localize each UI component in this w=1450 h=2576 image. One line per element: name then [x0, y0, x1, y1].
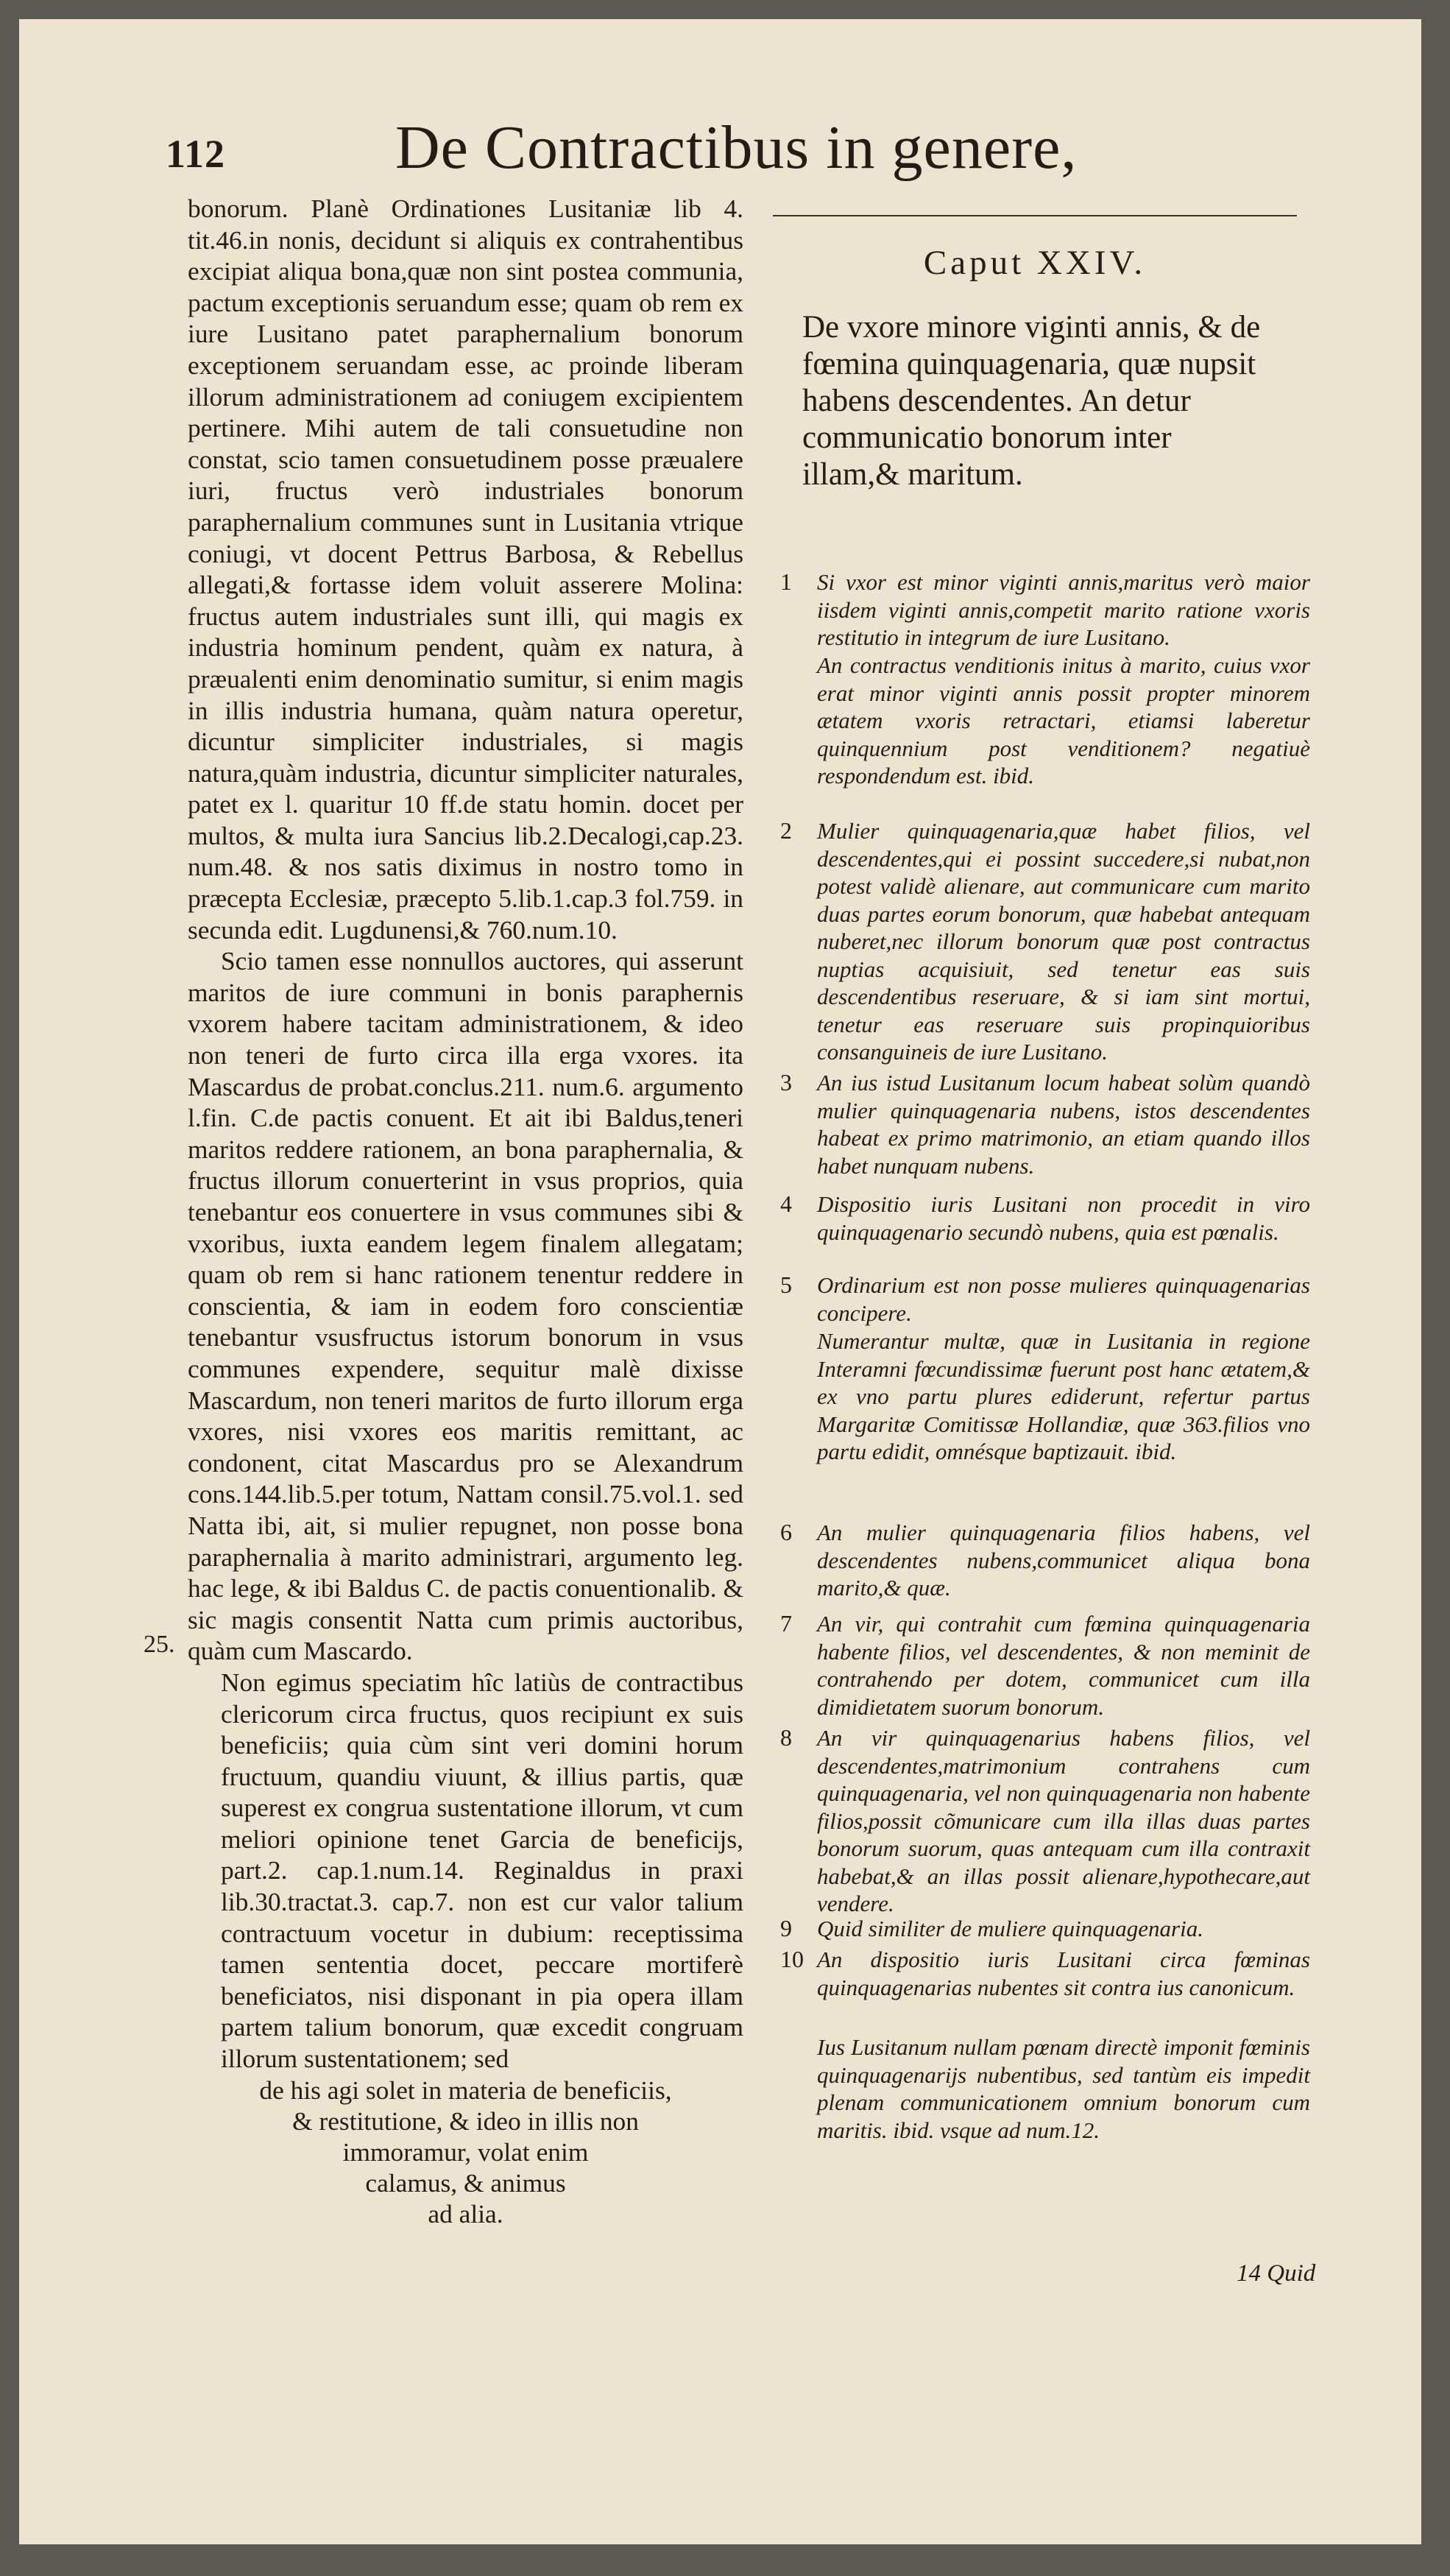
summary-item — [780, 1610, 1310, 1720]
left-paragraph-2: Scio tamen esse nonnullos auctores, qui asserunt maritos de iure communi in bonis paraphernis vxorem habere tacitam administrationem, & ideo non teneri de furto circa illa erga vxores. ita Mascardus de probat.conclus.211. num.6. argumento l.fin. C.de pactis conuent. Et ait ibi Baldus,teneri maritos reddere rationem, an bona paraphernalia, & fructus illorum conuerterint in vsus proprios, quia tenebantur eos conuertere in vsus communes sibi & vxoribus, iuxta eandem legem finalem allegatam; quam ob rem si hanc rationem tenentur reddere in conscientia, & iam in eodem foro conscientiæ tenebantur vsusfructus istorum bonorum in vsus communes expendere, sequitur malè dixisse Mascardum, non teneri maritos de furto illorum erga vxores, nisi vxores eos maritis remittant, ac condonent, citat Mascardus pro se Alexandrum cons.144.lib.5.per totum, Nattam consil.75.vol.1. sed Natta ibi, ait, si mulier repugnet, non posse bona paraphernalia à marito administrari, argumento leg. hac lege, & ibi Baldus C. de pactis conuentionalib. & sic magis consentit Natta cum primis auctoribus, quàm cum Mascardo. — [188, 946, 743, 1666]
left-column — [188, 193, 743, 2229]
summary-text: An vir, qui contrahit cum fœmina quinquagenaria habente filios, vel descendentes, & non meminit de contrahendo per dotem, communicet cum illa dimidietatem suorum bonorum. — [817, 1611, 1310, 1720]
summary-text: Numerantur multæ, quæ in Lusitania in regione Interamni fœcundissimæ fuerunt post hanc ætatem,& ex vno partu plures ediderunt, refertur partus Margaritæ Comitissæ Hollandiæ, quæ 363.filios vno partu edidit, omnésque baptizauit. ibid. — [817, 1328, 1310, 1464]
summary-number: 1 — [780, 568, 792, 595]
summary-text: An contractus venditionis initus à marito, cuius vxor erat minor viginti annis possit propter minorem ætatem vxoris retractari, etiamsi laberetur quinquennium post venditionem? negatiuè respondendum est. ibid. — [817, 652, 1310, 788]
summary-item — [780, 1069, 1310, 1179]
left-paragraph-1: bonorum. Planè Ordinationes Lusitaniæ lib 4. tit.46.in nonis, decidunt si aliquis ex contrahentibus excipiat aliqua bona,quæ non sint postea communia, pactum exceptionis seruandum esse; quam ob rem ex iure Lusitano patet paraphernalium bonorum exceptionem seruandam esse, ac proinde liberam illorum administrationem ad coniugem excipientem pertinere. Mihi autem de tali consuetudine non constat, scio tamen consuetudinem posse præualere iuri, fructus verò industriales bonorum paraphernalium communes sunt in Lusitania vtrique coniugi, vt docent Pettrus Barbosa, & Rebellus allegati,& fortasse idem voluit asserere Molina: fructus autem industriales sunt illi, qui magis ex industria hominum pendent, quàm ex natura, à præualenti enim denominatio sumitur, si enim magis in illis industria humana, quàm natura operetur, dicuntur simpliciter industriales, si magis natura,quàm industria, dicuntur simpliciter naturales, patet ex l. quaritur 10 ff.de statu homin. docet per multos, & multa iura Sancius lib.2.Decalogi,cap.23. num.48. & nos satis diximus in nostro tomo in præcepta Ecclesiæ, præcepto 5.lib.1.cap.3 fol.759. in secunda edit. Lugdunensi,& 760.num.10. — [188, 194, 743, 945]
summary-item — [780, 1519, 1310, 1615]
summary-number: 5 — [780, 1271, 792, 1298]
running-title: De Contractibus in genere, — [395, 113, 1078, 182]
summary-item — [780, 1724, 1310, 1916]
summary-text: Dispositio iuris Lusitani non procedit in viro quinquagenario secundò nubens, quia est pœnalis. — [817, 1191, 1310, 1245]
summary-item — [780, 652, 1310, 788]
summary-text: Si vxor est minor viginti annis,maritus verò maior iisdem viginti annis,competit marito ratione vxoris restitutio in integrum de iure Lusitano. — [817, 569, 1310, 650]
chapter-rule — [773, 215, 1297, 216]
left-paragraph-3-tail — [188, 2075, 743, 2229]
summary-text: An mulier quinquagenaria filios habens, vel descendentes nubens,communicet aliqua bona marito,& quæ. — [817, 1520, 1310, 1601]
summary-number: 3 — [780, 1069, 792, 1095]
summary-number: 9 — [780, 1915, 792, 1941]
tail-line: & restitutione, & ideo in illis non — [292, 2106, 639, 2136]
summary-item — [780, 2033, 1310, 2143]
summary-number: 7 — [780, 1610, 792, 1637]
summary-item — [780, 1327, 1310, 1464]
summary-number: 10 — [780, 1946, 804, 1972]
summary-item — [780, 568, 1310, 664]
page-number: 112 — [166, 132, 226, 176]
tail-line: ad alia. — [428, 2198, 503, 2229]
tail-line: immoramur, volat enim — [342, 2136, 589, 2167]
left-paragraph-3: Non egimus speciatim hîc latiùs de contractibus clericorum circa fructus, quos recipiunt ex suis beneficiis; quia cùm sint veri domini horum fructuum, quandiu viuunt, & illius partis, quæ superest ex congrua sustentatione illorum, vt cum meliori opinione tenet Garcia de beneficijs, part.2. cap.1.num.14. Reginaldus in praxi lib.30.tractat.3. cap.7. non est cur valor talium contractuum vocetur in dubium: receptissima tamen sententia docet, peccare mortiferè beneficiatos, nisi disponant in pia opera illam partem talium bonorum, quæ excedit congruam illorum sustentationem; sed — [221, 1667, 743, 2074]
summary-item — [780, 1946, 1310, 2042]
summary-number: 8 — [780, 1724, 792, 1751]
summary-text: An dispositio iuris Lusitani circa fœminas quinquagenarias nubentes sit contra ius canonicum. — [817, 1947, 1310, 2000]
chapter-title: De vxore minore viginti annis, & de fœmina quinquagenaria, quæ nupsit habens descendentes. An detur communicatio bonorum inter illam,& maritum. — [802, 310, 1261, 492]
summary-text: Ius Lusitanum nullam pœnam directè imponit fœminis quinquagenarijs nubentibus, sed tantùm eis impedit plenam communicationem omnium bonorum cum maritis. ibid. vsque ad num.12. — [817, 2034, 1310, 2143]
chapter-heading: Caput XXIV. — [923, 244, 1147, 282]
summary-text: An vir quinquagenarius habens filios, vel descendentes,matrimonium contrahens cum quinquagenaria, vel non quinquagenaria non habente filios,possit cõmunicare cum illa illas duas partes bonorum suorum, quas antequam cum illa contraxit habebat,& an illas possit alienare,hypothecare,aut vendere. — [817, 1725, 1310, 1916]
catchword: 14 Quid — [1237, 2260, 1316, 2287]
summary-text: An ius istud Lusitanum locum habeat solùm quandò mulier quinquagenaria nubens, istos descendentes habeat ex primo matrimonio, an etiam quando illos habet nunquam nubens. — [817, 1070, 1310, 1179]
margin-number-25: 25. — [144, 1631, 175, 1658]
summary-number: 2 — [780, 817, 792, 844]
summary-text: Ordinarium est non posse mulieres quinquagenarias concipere. — [817, 1272, 1310, 1326]
summary-item — [780, 817, 1310, 1065]
summary-text: Mulier quinquagenaria,quæ habet filios, vel descendentes,qui ei possint succedere,si nubat,non potest validè alienare, aut communicare cum marito duas partes eorum bonorum, quæ habebat antequam nuberet,nec illorum bonorum quæ post contractus nuptias acquisiuit, sed tenetur eas suis descendentibus reseruare, & si iam sint mortui, tenetur eas reseruare suis propinquioribus consanguineis de iure Lusitano. — [817, 818, 1310, 1065]
tail-line: calamus, & animus — [365, 2167, 566, 2198]
summary-number: 4 — [780, 1190, 792, 1217]
summary-number: 6 — [780, 1519, 792, 1545]
summary-text: Quid similiter de muliere quinquagenaria. — [817, 1916, 1203, 1941]
tail-line: de his agi solet in materia de beneficiis, — [259, 2075, 672, 2105]
